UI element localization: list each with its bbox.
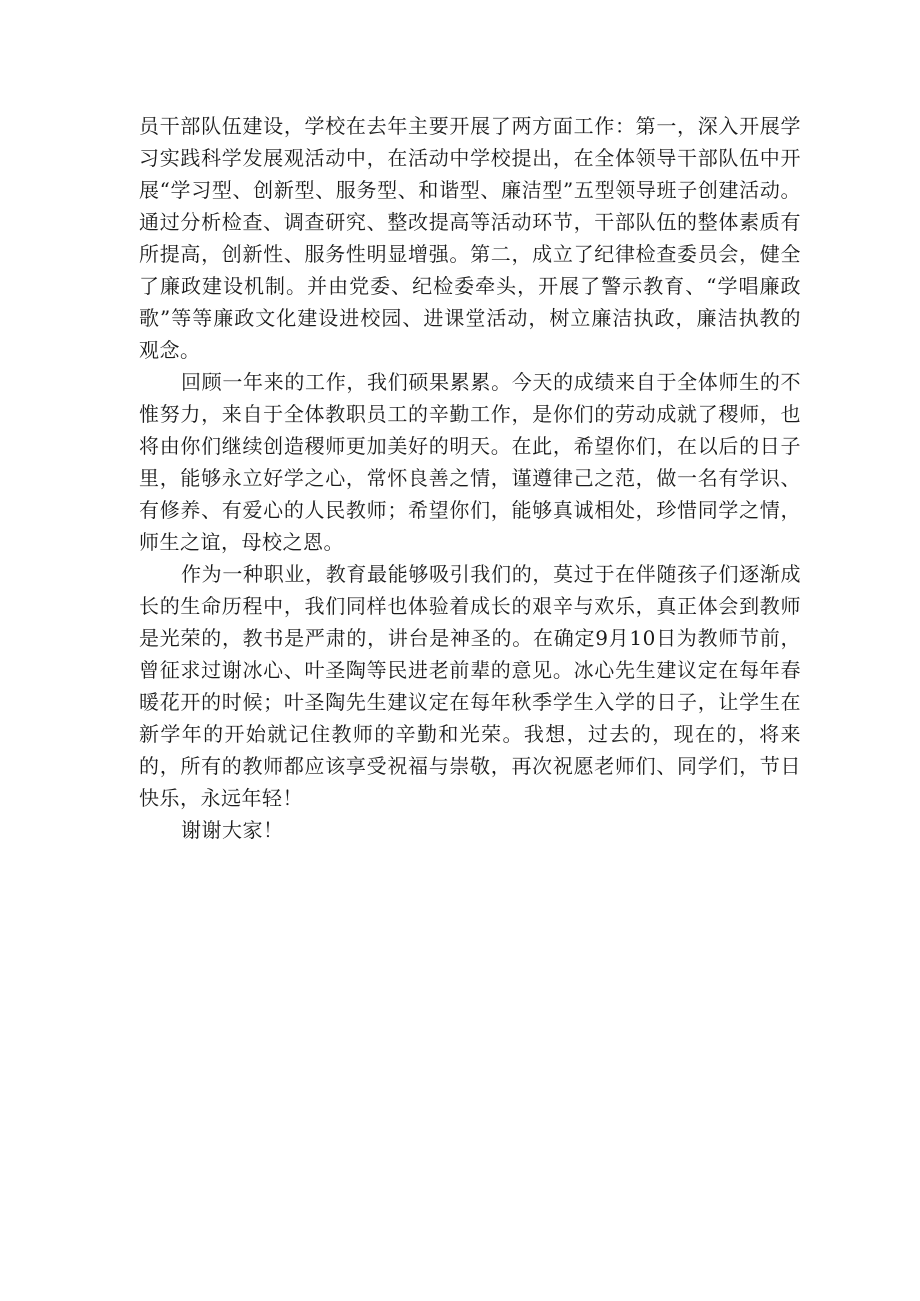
paragraph-review: 回顾一年来的工作，我们硕果累累。今天的成绩来自于全体师生的不惟努力，来自于全体教职员工的辛勤工作，是你们的劳动成就了稷师，也将由你们继续创造稷师更加美好的明天。在此，希望你们，在以后的日子里，能够永立好学之心，常怀良善之情，谨遵律己之范，做一名有学识、有修养、有爱心的人民教师；希望你们，能够真诚相处，珍惜同学之情，师生之谊，母校之恩。 <box>139 370 801 554</box>
paragraph-continuation: 员干部队伍建设，学校在去年主要开展了两方面工作：第一，深入开展学习实践科学发展观活动中，在活动中学校提出，在全体领导干部队伍中开展“学习型、创新型、服务型、和谐型、廉洁型”五型领导班子创建活动。通过分析检查、调查研究、整改提高等活动环节，干部队伍的整体素质有所提高，创新性、服务性明显增强。第二，成立了纪律检查委员会，健全了廉政建设机制。并由党委、纪检委牵头，开展了警示教育、“学唱廉政歌”等等廉政文化建设进校园、进课堂活动，树立廉洁执政，廉洁执教的观念。 <box>139 114 801 362</box>
document-body <box>139 110 801 846</box>
paragraph-thanks: 谢谢大家！ <box>181 818 284 842</box>
paragraph-profession: 作为一种职业，教育最能够吸引我们的，莫过于在伴随孩子们逐渐成长的生命历程中，我们同样也体验着成长的艰辛与欢乐，真正体会到教师是光荣的，教书是严肃的，讲台是神圣的。在确定9月10日为教师节前，曾征求过谢冰心、叶圣陶等民进老前辈的意见。冰心先生建议定在每年春暖花开的时候；叶圣陶先生建议定在每年秋季学生入学的日子，让学生在新学年的开始就记住教师的辛勤和光荣。我想，过去的，现在的，将来的，所有的教师都应该享受祝福与崇敬，再次祝愿老师们、同学们，节日快乐，永远年轻！ <box>139 562 801 810</box>
